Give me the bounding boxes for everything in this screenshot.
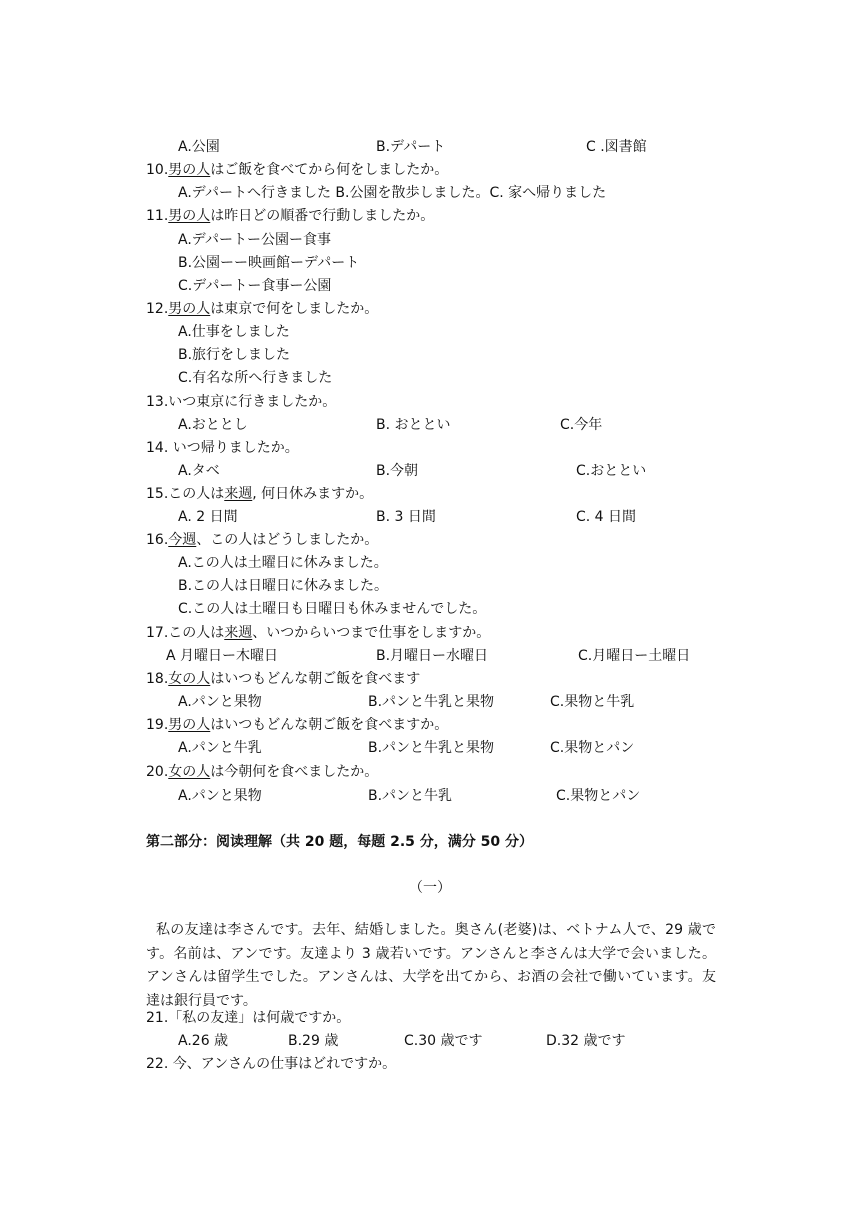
option-b: B.パンと牛乳 — [368, 788, 453, 804]
question-13: 13.いつ東京に行きましたか。 — [146, 394, 337, 410]
question-20 — [146, 762, 378, 782]
subsection-number: （一） — [409, 880, 451, 896]
question-text: はいつもどんな朝ご飯を食べますか。 — [210, 717, 449, 733]
underlined-subject: 来週 — [224, 625, 253, 641]
option-b: B. 3 日間 — [376, 509, 436, 525]
option-b: B.パンと牛乳と果物 — [368, 694, 495, 710]
option-a: A.パンと果物 — [178, 694, 262, 710]
underlined-subject: 女の人 — [168, 671, 211, 687]
option-a: A.パンと果物 — [178, 788, 262, 804]
question-15 — [146, 484, 373, 504]
question-text: 、この人はどうしましたか。 — [196, 532, 379, 548]
option-a: A. 2 日間 — [178, 509, 238, 525]
option-c: C.果物とパン — [550, 740, 635, 756]
option-b: B.デパート — [376, 139, 446, 155]
question-text: はいつもどんな朝ご飯を食べます — [210, 671, 421, 687]
section-heading: 第二部分：阅读理解（共 20 题，每题 2.5 分，满分 50 分） — [146, 834, 534, 850]
question-number: 12. — [146, 301, 169, 317]
option-c: C.今年 — [560, 417, 603, 433]
q12-option-c: C.有名な所へ行きました — [178, 370, 333, 386]
q12-option-b: B.旅行をしました — [178, 347, 291, 363]
q16-option-b: B.この人は日曜日に休みました。 — [178, 578, 389, 594]
option-c: C.果物と牛乳 — [550, 694, 635, 710]
underlined-subject: 来週 — [224, 486, 253, 502]
question-number: 17.この人は — [146, 625, 225, 641]
question-number: 19. — [146, 717, 169, 733]
option-c: C .図書館 — [586, 139, 647, 155]
question-18 — [146, 669, 420, 689]
question-11 — [146, 206, 434, 226]
option-b: B. おととい — [376, 417, 451, 433]
option-b: B.パンと牛乳と果物 — [368, 740, 495, 756]
question-14: 14. いつ帰りましたか。 — [146, 440, 299, 456]
option-a: A 月曜日ー木曜日 — [166, 648, 279, 664]
option-b: B.29 歳 — [288, 1033, 339, 1049]
reading-passage: 私の友達は李さんです。去年、結婚しました。奥さん(老婆)は、ベトナム人で、29 歳です。名前は、アンです。友達より 3 歳若いです。アンさんと李さんは大学で会いました。アンさんは留学生でした。アンさんは、大学を出てから、お酒の会社で働いています。友達は銀行員です。 — [146, 922, 716, 1009]
option-b: B.今朝 — [376, 463, 419, 479]
question-22: 22. 今、アンさんの仕事はどれですか。 — [146, 1056, 397, 1072]
underlined-subject: 男の人 — [168, 301, 211, 317]
question-text: は今朝何を食べましたか。 — [210, 764, 379, 780]
underlined-subject: 女の人 — [168, 764, 211, 780]
question-number: 18. — [146, 671, 169, 687]
question-number: 11. — [146, 208, 169, 224]
option-c: C.30 歳です — [404, 1033, 483, 1049]
question-number: 20. — [146, 764, 169, 780]
question-19 — [146, 715, 448, 735]
option-a: A.公園 — [178, 139, 220, 155]
question-12 — [146, 299, 378, 319]
question-text: 、いつからいつまで仕事をしますか。 — [252, 625, 491, 641]
underlined-subject: 男の人 — [168, 717, 211, 733]
underlined-subject: 男の人 — [168, 208, 211, 224]
option-c: C.月曜日ー土曜日 — [578, 648, 691, 664]
underlined-subject: 今週 — [168, 532, 197, 548]
question-10 — [146, 160, 448, 180]
q16-option-c: C.この人は土曜日も日曜日も休みませんでした。 — [178, 601, 487, 617]
question-number: 10. — [146, 162, 169, 178]
question-text: , 何日休みますか。 — [252, 486, 374, 502]
question-21: 21.「私の友達」は何歳ですか。 — [146, 1010, 351, 1026]
q12-option-a: A.仕事をしました — [178, 324, 290, 340]
q11-option-b: B.公園ーー映画館ーデパート — [178, 255, 360, 271]
option-b: B.月曜日ー水曜日 — [376, 648, 489, 664]
q16-option-a: A.この人は土曜日に休みました。 — [178, 555, 388, 571]
question-number: 15.この人は — [146, 486, 225, 502]
option-c: C.果物とパン — [556, 788, 641, 804]
question-text: はご飯を食べてから何をしましたか。 — [210, 162, 449, 178]
q11-option-c: C.デパートー食事ー公園 — [178, 278, 332, 294]
option-d: D.32 歳です — [546, 1033, 626, 1049]
option-c: C. 4 日間 — [576, 509, 637, 525]
option-a: A.おととし — [178, 417, 248, 433]
question-17 — [146, 623, 490, 643]
q11-option-a: A.デパートー公園ー食事 — [178, 232, 331, 248]
option-a: A.26 歳 — [178, 1033, 229, 1049]
question-text: は東京で何をしましたか。 — [210, 301, 379, 317]
option-a: A.タベ — [178, 463, 220, 479]
option-c: C.おととい — [576, 463, 647, 479]
option-a: A.パンと牛乳 — [178, 740, 262, 756]
question-16 — [146, 530, 378, 550]
underlined-subject: 男の人 — [168, 162, 211, 178]
question-number: 16. — [146, 532, 169, 548]
question-text: は昨日どの順番で行動しましたか。 — [210, 208, 435, 224]
q10-options: A.デパートへ行きました B.公園を散歩しました。C. 家へ帰りました — [178, 185, 607, 201]
